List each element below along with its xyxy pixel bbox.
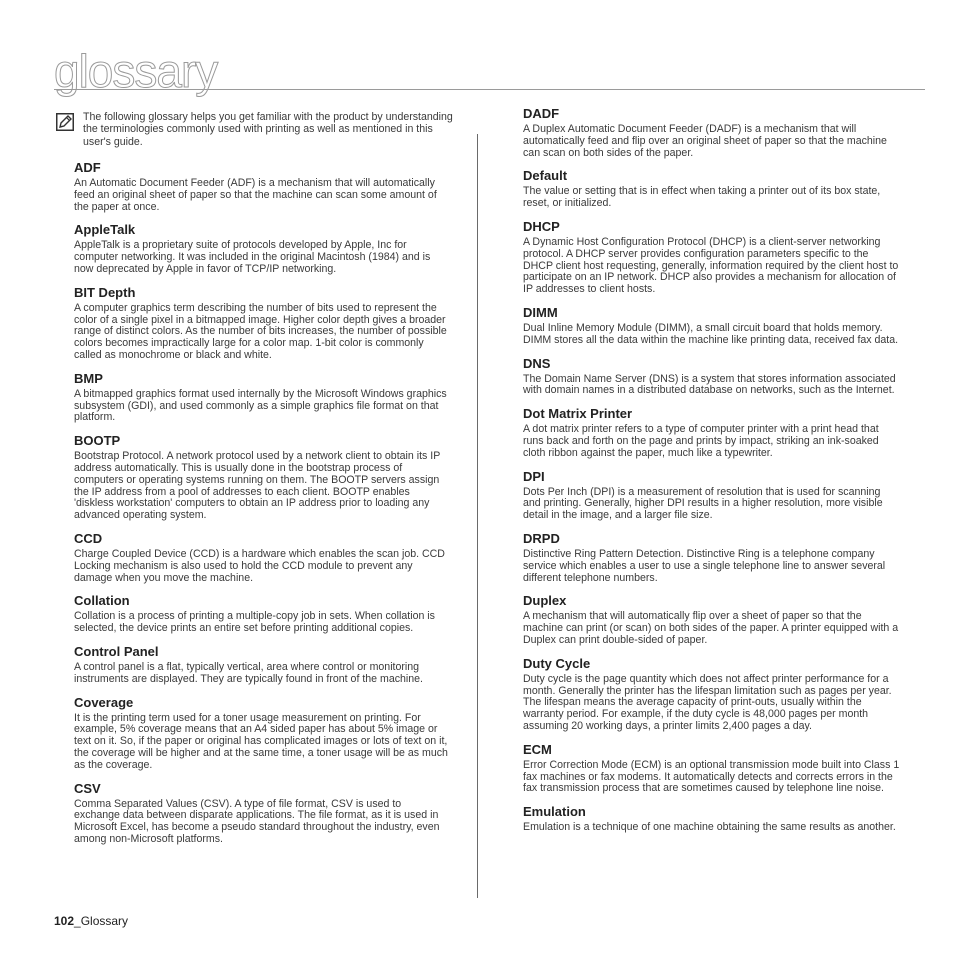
glossary-term: ECM [523, 741, 552, 757]
footer-section: _Glossary [74, 914, 129, 928]
glossary-definition: It is the printing term used for a toner usage measurement on printing. For example, 5% coverage means that an A4 sided paper has about 5% image or text on it. So, if the paper or original has complicated images or lots of text on it, the coverage will be higher and at the same time, a toner usage will be as much as the coverage. [74, 711, 448, 771]
glossary-definition: The value or setting that is in effect when taking a printer out of its box state, reset, or initialized. [523, 185, 881, 210]
glossary-entry [74, 695, 450, 772]
glossary-term: DPI [523, 468, 545, 484]
glossary-term: CCD [74, 530, 103, 546]
glossary-term: DHCP [523, 218, 560, 234]
glossary-definition: The Domain Name Server (DNS) is a system that stores information associated with domain names in a distributed database on networks, such as the Internet. [523, 372, 896, 397]
glossary-entry [523, 219, 901, 296]
glossary-term: BIT Depth [74, 284, 136, 300]
glossary-term: Default [523, 168, 568, 184]
glossary-entry [74, 222, 450, 275]
glossary-term: Control Panel [74, 643, 159, 659]
glossary-definition: A control panel is a flat, typically vertical, area where control or monitoring instruments are displayed. They are typically found in front of the machine. [74, 660, 423, 685]
glossary-entry [523, 593, 901, 646]
glossary-definition: An Automatic Document Feeder (ADF) is a mechanism that will automatically feed an original sheet of paper so that the machine can scan some amount of the paper at once. [74, 177, 437, 213]
glossary-definition: Dots Per Inch (DPI) is a measurement of resolution that is used for scanning and printing. Generally, higher DPI results in a higher resolution, more visible detail in the image, and a larger file size. [523, 485, 883, 522]
glossary-entry [523, 469, 901, 522]
glossary-entry [523, 356, 901, 398]
glossary-term: DRPD [523, 530, 560, 546]
glossary-entry [74, 781, 450, 846]
glossary-entry [523, 106, 901, 159]
column-divider [477, 134, 478, 898]
title-rule [54, 89, 925, 90]
glossary-term: Emulation [523, 804, 586, 820]
glossary-entry [523, 656, 901, 733]
glossary-definition: A computer graphics term describing the number of bits used to represent the color of a single pixel in a bitmapped image. Higher color depth gives a broader range of distinct colors. As the number of bits increases, the number of possible colors becomes impractically large for a color map. 1-bit color is commonly called as monochrome or black and white. [74, 301, 447, 361]
glossary-definition: Bootstrap Protocol. A network protocol used by a network client to obtain its IP address automatically. This is usually done in the bootstrap process of computers or operating systems running on them. The BOOTP servers assign the IP address from a pool of addresses to each client. BOOTP enables 'diskless workstation' computers to obtain an IP address prior to loading any advanced operating system. [74, 450, 441, 522]
glossary-term: ADF [74, 160, 101, 175]
glossary-entry [523, 168, 901, 210]
left-column [74, 160, 450, 855]
glossary-entry [74, 593, 450, 635]
page-number: 102 [54, 914, 75, 928]
glossary-term: BOOTP [74, 433, 121, 449]
glossary-entry [74, 531, 450, 584]
glossary-term: Coverage [74, 694, 134, 710]
glossary-definition: A Duplex Automatic Document Feeder (DADF) is a mechanism that will automatically feed and flip over an original sheet of paper so that the machine can scan on both sides of the paper. [523, 123, 887, 159]
glossary-entry [74, 644, 450, 686]
right-column [523, 106, 901, 843]
glossary-definition: Distinctive Ring Pattern Detection. Distinctive Ring is a telephone company service which enables a user to use a single telephone line to answer several different telephone numbers. [523, 547, 886, 584]
glossary-term: Duty Cycle [523, 655, 591, 671]
glossary-entry [74, 433, 450, 522]
glossary-definition: Charge Coupled Device (CCD) is a hardware which enables the scan job. CCD Locking mechanism is also used to hold the CCD module to prevent any damage when you move the machine. [74, 547, 445, 584]
page-footer [54, 914, 128, 928]
glossary-definition: Collation is a process of printing a multiple-copy job in sets. When collation is selected, the device prints an entire set before printing additional copies. [74, 610, 435, 635]
glossary-definition: A Dynamic Host Configuration Protocol (DHCP) is a client-server networking protocol. A DHCP server provides configuration parameters specific to the DHCP client host requesting, generally, information required by the client host to participate on an IP network. DHCP also provides a mechanism for allocation of IP addresses to client hosts. [523, 235, 899, 296]
glossary-term: Dot Matrix Printer [523, 406, 633, 422]
glossary-entry [523, 305, 901, 347]
glossary-entry [523, 531, 901, 584]
page-title: glossary [54, 45, 218, 97]
glossary-definition: A mechanism that will automatically flip over a sheet of paper so that the machine can print (or scan) on both sides of the paper. A printer equipped with a Duplex can print double-sided of paper. [523, 610, 899, 646]
glossary-term: DADF [523, 106, 560, 121]
glossary-term: Duplex [523, 593, 567, 609]
glossary-definition: Emulation is a technique of one machine obtaining the same results as another. [523, 821, 896, 834]
glossary-definition: Comma Separated Values (CSV). A type of file format, CSV is used to exchange data between disparate applications. The file format, as it is used in Microsoft Excel, has become a pseudo standard throughout the industry, even among non-Microsoft platforms. [74, 797, 440, 845]
glossary-definition: A bitmapped graphics format used internally by the Microsoft Windows graphics subsystem (GDI), and used commonly as a simple graphics file format on that platform. [74, 387, 447, 424]
intro-text: The following glossary helps you get familiar with the product by understanding the terminologies commonly used with printing as well as mentioned in this user's guide. [83, 111, 453, 148]
glossary-entry [74, 371, 450, 424]
glossary-term: AppleTalk [74, 222, 136, 238]
glossary-entry [523, 742, 901, 795]
glossary-entry [523, 406, 901, 459]
glossary-term: BMP [74, 370, 103, 386]
glossary-term: DNS [523, 355, 551, 371]
glossary-definition: Error Correction Mode (ECM) is an optional transmission mode built into Class 1 fax machines or fax modems. It automatically detects and corrects errors in the fax transmission process that are sometimes caused by telephone line noise. [523, 758, 900, 795]
glossary-term: DIMM [523, 304, 558, 320]
glossary-definition: Duty cycle is the page quantity which does not affect printer performance for a month. Generally the printer has the lifespan limitation such as pages per year. The lifespan means the average capacity of print-outs, usually within the warranty period. For example, if the duty cycle is 48,000 pages per month assuming 20 working days, a printer limits 2,400 pages a day. [523, 672, 892, 732]
glossary-entry [74, 285, 450, 362]
glossary-definition: A dot matrix printer refers to a type of computer printer with a print head that runs back and forth on the page and prints by impact, striking an ink-soaked cloth ribbon against the paper, much like a typewriter. [523, 423, 879, 459]
glossary-entry [523, 804, 901, 834]
note-pencil-icon [56, 113, 74, 131]
glossary-term: Collation [74, 593, 130, 609]
glossary-term: CSV [74, 780, 101, 796]
glossary-entry [74, 160, 450, 213]
glossary-definition: Dual Inline Memory Module (DIMM), a small circuit board that holds memory. DIMM stores all the data within the machine like printing data, received fax data. [523, 321, 899, 346]
glossary-definition: AppleTalk is a proprietary suite of protocols developed by Apple, Inc for computer networking. It was included in the original Macintosh (1984) and is now deprecated by Apple in favor of TCP/IP networking. [74, 239, 431, 275]
